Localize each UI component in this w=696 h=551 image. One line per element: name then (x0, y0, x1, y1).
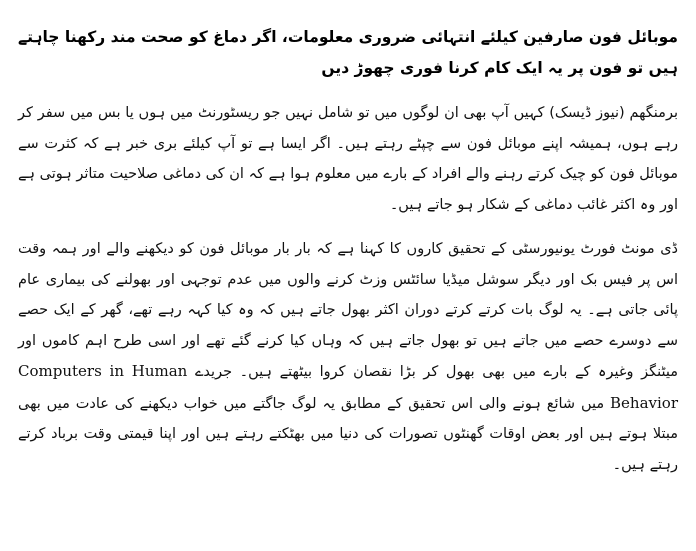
article-paragraph-1: برمنگھم (نیوز ڈیسک) کہیں آپ بھی ان لوگوں میں تو شامل نہیں جو ریسٹورنٹ میں ہوں یا بس میں سفر کر رہے ہوں، ہمیشہ اپنے موبائل فون سے چپٹے رہتے ہیں۔ اگر ایسا ہے تو آپ کیلئے بری خبر ہے کہ کثرت سے موبائل فون کو چیک کرتے رہنے والے افراد کے بارے میں معلوم ہوا ہے کہ ان کی دماغی صلاحیت متاثر ہوتی ہے اور وہ اکثر غائب دماغی کے شکار ہو جاتے ہیں۔ (18, 105, 678, 213)
article-headline: موبائل فون صارفین کیلئے انتہائی ضروری معلومات، اگر دماغ کو صحت مند رکھنا چاہتے ہیں تو فون پر یہ ایک کام کرنا فوری چھوڑ دیں (18, 28, 678, 77)
article-paragraph-2-text-a: ڈی مونٹ فورٹ یونیورسٹی کے تحقیق کاروں کا کہنا ہے کہ بار بار موبائل فون کو دیکھنے والے اور ہمہ وقت اس پر فیس بک اور دیگر سوشل میڈیا سائٹس وزٹ کرنے والوں میں عدم توجہی اور بھولنے کی بیماری عام پائی جاتی ہے۔ یہ لوگ بات کرتے کرتے دوران اکثر بھول جاتے ہیں کہ وہ کیا کہہ رہے تھے، گھر کے ایک حصے سے دوسرے حصے میں جاتے ہیں تو بھول جاتے ہیں کہ وہاں کیا کرنے گئے تھے اور اسی طرح اہم کاموں اور میٹنگز وغیرہ کے بارے میں بھی بھول کر بڑا نقصان کروا بیٹھتے ہیں۔ جریدے (18, 241, 678, 380)
journal-name: Computers in Human Behavior (18, 362, 679, 412)
article-paragraph-2 (18, 234, 678, 480)
article-paragraph-2-text-b: میں شائع ہونے والی اس تحقیق کے مطابق یہ لوگ جاگتے میں خواب دیکھنے کی عادت میں بھی مبتلا ہوتے ہیں اور بعض اوقات گھنٹوں تصورات کی دنیا میں بھٹکتے رہتے ہیں اور اپنا قیمتی وقت برباد کرتے رہتے ہیں۔ (18, 395, 678, 473)
